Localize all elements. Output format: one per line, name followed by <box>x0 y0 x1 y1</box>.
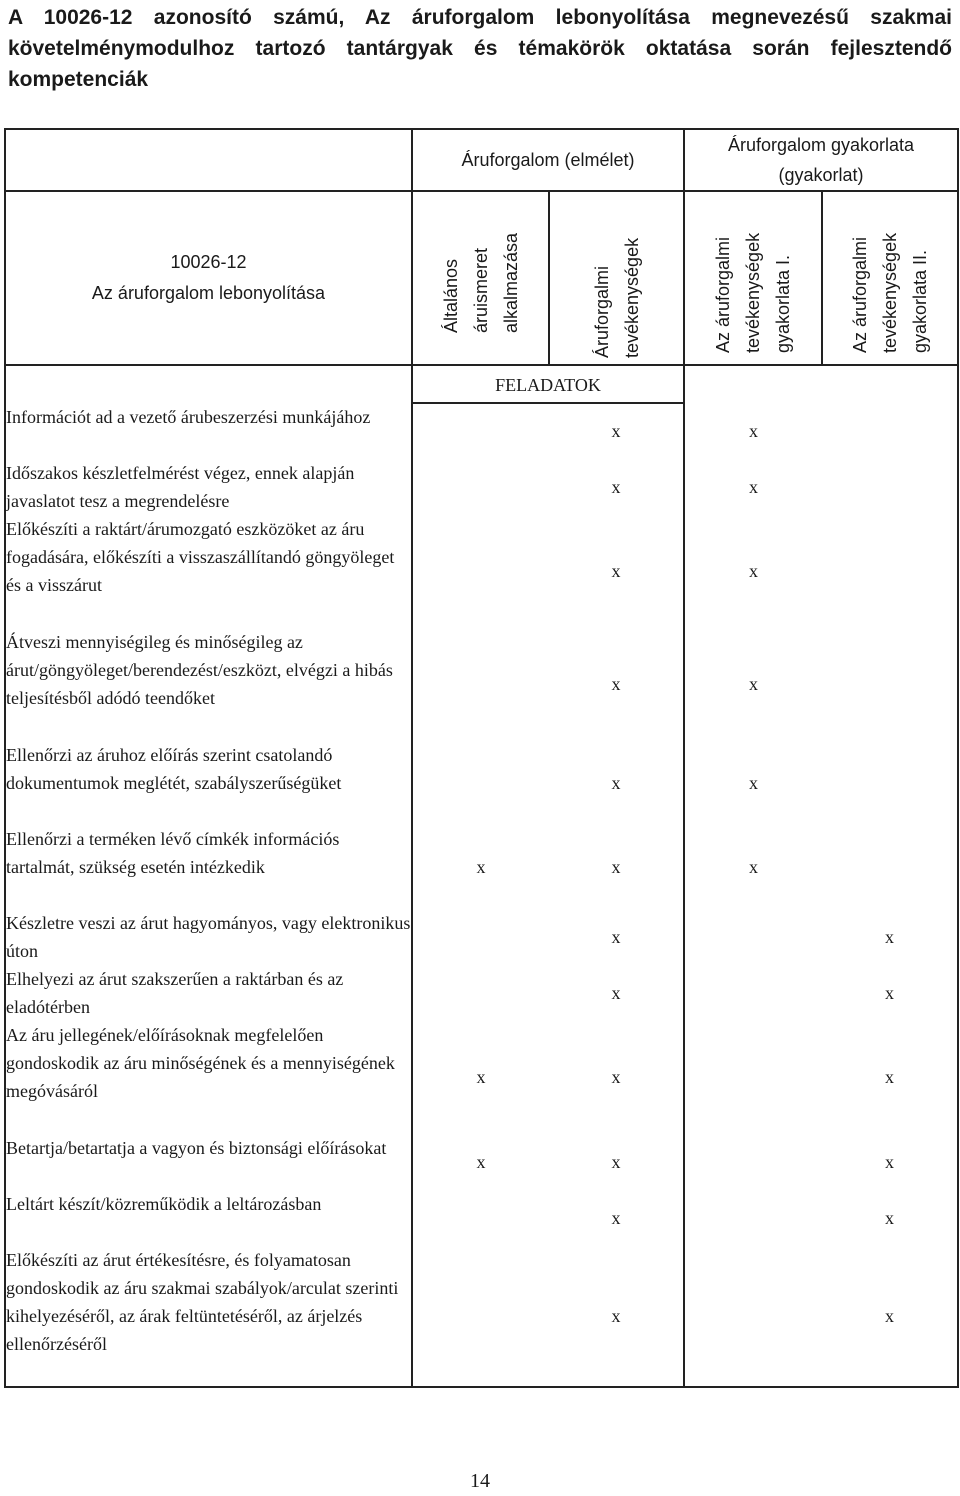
task-row <box>5 1021 958 1134</box>
task-text: Készletre veszi az árut hagyományos, vagy elektronikus úton <box>5 909 412 965</box>
mark-cell-col4: x <box>822 965 958 1021</box>
module-cell <box>5 191 412 365</box>
mark-cell-col1: x <box>412 1134 549 1190</box>
mark-cell-col2: x <box>549 1246 684 1387</box>
task-row <box>5 403 958 459</box>
header-column-row <box>5 191 958 365</box>
mark-cell-col3: x <box>684 628 822 741</box>
mark-cell-col3: x <box>684 459 822 515</box>
mark-cell-col4 <box>822 515 958 628</box>
blank-corner-cell <box>5 129 412 191</box>
mark-cell-col3: x <box>684 741 822 825</box>
task-text: Betartja/betartatja a vagyon és biztonsági előírásokat <box>5 1134 412 1190</box>
mark-cell-col2: x <box>549 1021 684 1134</box>
mark-cell-col4: x <box>822 1134 958 1190</box>
mark-cell-col2: x <box>549 1190 684 1246</box>
mark-cell-col1 <box>412 628 549 741</box>
task-text: Információt ad a vezető árubeszerzési munkájához <box>5 403 412 459</box>
mark-cell-col1 <box>412 403 549 459</box>
module-code: 10026-12 <box>170 252 247 272</box>
task-row <box>5 909 958 965</box>
mark-cell-col1: x <box>412 825 549 909</box>
task-row <box>5 515 958 628</box>
mark-cell-col1 <box>412 459 549 515</box>
mark-cell-col1 <box>412 515 549 628</box>
mark-cell-col4: x <box>822 1246 958 1387</box>
feladatok-label: FELADATOK <box>412 365 684 403</box>
page-number: 14 <box>470 1470 490 1492</box>
mark-cell-col3 <box>684 909 822 965</box>
mark-cell-col4: x <box>822 909 958 965</box>
section-row <box>5 365 958 403</box>
module-name: Az áruforgalom lebonyolítása <box>91 283 326 303</box>
mark-cell-col4: x <box>822 1021 958 1134</box>
task-row <box>5 965 958 1021</box>
mark-cell-col1 <box>412 909 549 965</box>
column-header-1 <box>412 191 549 365</box>
practice-group-header: Áruforgalom gyakorlata (gyakorlat) <box>684 129 958 191</box>
mark-cell-col2: x <box>549 825 684 909</box>
task-text: Időszakos készletfelmérést végez, ennek alapján javaslatot tesz a megrendelésre <box>5 459 412 515</box>
column-header-3 <box>684 191 822 365</box>
mark-cell-col1: x <box>412 1021 549 1134</box>
mark-cell-col4 <box>822 628 958 741</box>
task-text: Az áru jellegének/előírásoknak megfelelően gondoskodik az áru minőségének és a mennyiségének megóvásáról <box>5 1021 412 1134</box>
mark-cell-col3 <box>684 965 822 1021</box>
task-row <box>5 1246 958 1387</box>
mark-cell-col2: x <box>549 403 684 459</box>
task-text: Elhelyezi az árut szakszerűen a raktárban és az eladótérben <box>5 965 412 1021</box>
task-row <box>5 825 958 909</box>
mark-cell-col2: x <box>549 628 684 741</box>
mark-cell-col1 <box>412 1246 549 1387</box>
task-text: Leltárt készít/közreműködik a leltározásban <box>5 1190 412 1246</box>
task-row <box>5 741 958 825</box>
mark-cell-col4 <box>822 459 958 515</box>
mark-cell-col4 <box>822 403 958 459</box>
column-header-1-label: Általános áruismeret alkalmazása <box>440 232 521 333</box>
mark-cell-col1 <box>412 965 549 1021</box>
task-text: Ellenőrzi az áruhoz előírás szerint csatolandó dokumentumok meglétét, szabályszerűségüket <box>5 741 412 825</box>
mark-cell-col3: x <box>684 825 822 909</box>
mark-cell-col3 <box>684 1134 822 1190</box>
mark-cell-col3: x <box>684 403 822 459</box>
task-text: Előkészíti a raktárt/árumozgató eszközöket az áru fogadására, előkészíti a visszaszállítandó göngyöleget és a visszárut <box>5 515 412 628</box>
mark-cell-col1 <box>412 741 549 825</box>
column-header-4-label: Az áruforgalmi tevékenységek gyakorlata II. <box>850 232 930 353</box>
mark-cell-col3: x <box>684 515 822 628</box>
mark-cell-col4: x <box>822 1190 958 1246</box>
task-row <box>5 459 958 515</box>
column-header-2 <box>549 191 684 365</box>
mark-cell-col3 <box>684 1021 822 1134</box>
mark-cell-col2: x <box>549 1134 684 1190</box>
task-text: Átveszi mennyiségileg és minőségileg az árut/göngyöleget/berendezést/eszközt, elvégzi a hibás teljesítésből adódó teendőket <box>5 628 412 741</box>
mark-cell-col3 <box>684 1190 822 1246</box>
mark-cell-col2: x <box>549 459 684 515</box>
mark-cell-col2: x <box>549 515 684 628</box>
task-row <box>5 1190 958 1246</box>
column-header-3-label: Az áruforgalmi tevékenységek gyakorlata I. <box>713 232 793 353</box>
task-row <box>5 1134 958 1190</box>
competency-table <box>4 128 959 1388</box>
mark-cell-col4 <box>822 741 958 825</box>
column-header-4 <box>822 191 958 365</box>
task-text: Előkészíti az árut értékesítésre, és folyamatosan gondoskodik az áru szakmai szabályok/arculat szerinti kihelyezéséről, az árak feltüntetéséről, az árjelzés ellenőrzéséről <box>5 1246 412 1387</box>
header-group-row <box>5 129 958 191</box>
task-row <box>5 628 958 741</box>
mark-cell-col2: x <box>549 909 684 965</box>
task-text: Ellenőrzi a terméken lévő címkék információs tartalmát, szükség esetén intézkedik <box>5 825 412 909</box>
mark-cell-col1 <box>412 1190 549 1246</box>
theory-group-header: Áruforgalom (elmélet) <box>412 129 684 191</box>
section-blank-left <box>5 365 412 403</box>
column-header-2-label: Áruforgalmi tevékenységek <box>591 237 642 358</box>
document-heading: A 10026-12 azonosító számú, Az áruforgalom lebonyolítása megnevezésű szakmai követelménymodulhoz tartozó tantárgyak és témakörök oktatása során fejlesztendő kompetenciák <box>8 6 952 91</box>
mark-cell-col2: x <box>549 965 684 1021</box>
feladatok-blank <box>684 365 958 403</box>
mark-cell-col3 <box>684 1246 822 1387</box>
mark-cell-col2: x <box>549 741 684 825</box>
mark-cell-col4 <box>822 825 958 909</box>
